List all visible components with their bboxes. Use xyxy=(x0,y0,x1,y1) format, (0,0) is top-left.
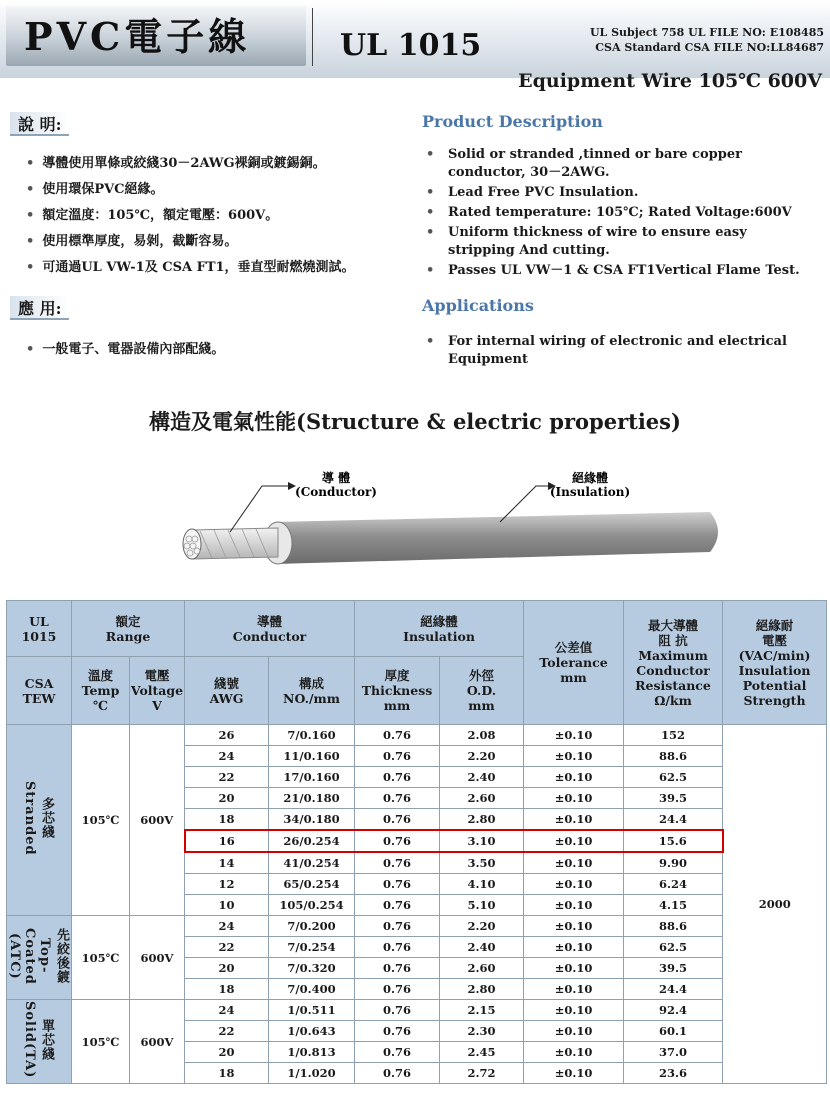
cell-od: 2.40 xyxy=(440,767,524,788)
cell-resistance: 92.4 xyxy=(624,1000,723,1021)
cell-construction: 1/1.020 xyxy=(269,1063,355,1084)
cell-tolerance: ±0.10 xyxy=(524,1063,624,1084)
conductor-end xyxy=(183,529,201,559)
cell-od: 2.30 xyxy=(440,1021,524,1042)
cell-tolerance: ±0.10 xyxy=(524,788,624,809)
table-header xyxy=(7,601,827,725)
product-title: PVC電子線 xyxy=(24,14,251,59)
cell-od: 2.08 xyxy=(440,725,524,746)
cell-awg: 18 xyxy=(185,809,269,831)
header-resistance: 最大導體 阻 抗 Maximum Conductor Resistance Ω/km xyxy=(624,601,723,725)
cell-awg: 22 xyxy=(185,1021,269,1042)
list-item: • 使用標準厚度，易剝，截斷容易。 xyxy=(26,230,237,249)
cell-construction: 34/0.180 xyxy=(269,809,355,831)
list-item: • Solid or stranded ,tinned or bare copper conductor, 30－2AWG. xyxy=(448,146,818,182)
cell-construction: 1/0.643 xyxy=(269,1021,355,1042)
cell-awg: 24 xyxy=(185,1000,269,1021)
cell-awg: 20 xyxy=(185,788,269,809)
cell-od: 2.20 xyxy=(440,916,524,937)
cell-thickness: 0.76 xyxy=(355,809,440,831)
list-item: • 可通過UL VW-1及 CSA FT1，垂直型耐燃燒測試。 xyxy=(26,256,355,275)
cell-resistance: 62.5 xyxy=(624,767,723,788)
cell-awg: 14 xyxy=(185,852,269,874)
rating-title: Equipment Wire 105℃ 600V xyxy=(518,70,822,92)
cell-od: 2.80 xyxy=(440,809,524,831)
cell-tolerance: ±0.10 xyxy=(524,830,624,852)
cell-tolerance: ±0.10 xyxy=(524,958,624,979)
csa-file-number: CSA Standard CSA FILE NO:LL84687 xyxy=(595,41,824,54)
list-item: • Uniform thickness of wire to ensure easy stripping And cutting. xyxy=(448,224,818,260)
list-item: • For internal wiring of electronic and electrical Equipment xyxy=(448,333,818,369)
group-voltage: 600V xyxy=(130,1000,185,1084)
cell-tolerance: ±0.10 xyxy=(524,852,624,874)
ul-file-number: UL Subject 758 UL FILE NO: E108485 xyxy=(589,26,824,39)
cell-construction: 21/0.180 xyxy=(269,788,355,809)
cell-tolerance: ±0.10 xyxy=(524,1021,624,1042)
cell-resistance: 152 xyxy=(624,725,723,746)
list-item: • 額定溫度：105℃，額定電壓：600V。 xyxy=(26,204,278,223)
cell-construction: 105/0.254 xyxy=(269,895,355,916)
cell-thickness: 0.76 xyxy=(355,767,440,788)
insulation-label-zh: 絕緣體 xyxy=(571,471,609,485)
conductor-strands xyxy=(192,528,278,559)
cell-od: 2.60 xyxy=(440,958,524,979)
header-range: 額定 Range xyxy=(72,601,185,657)
cell-resistance: 39.5 xyxy=(624,788,723,809)
cell-thickness: 0.76 xyxy=(355,895,440,916)
list-item: • Lead Free PVC Insulation. xyxy=(448,184,818,202)
cell-construction: 41/0.254 xyxy=(269,852,355,874)
cell-tolerance: ±0.10 xyxy=(524,895,624,916)
group-label xyxy=(7,725,72,916)
cell-thickness: 0.76 xyxy=(355,979,440,1000)
cell-thickness: 0.76 xyxy=(355,746,440,767)
list-item: • 使用環保PVC絕緣。 xyxy=(26,178,164,197)
cell-thickness: 0.76 xyxy=(355,874,440,895)
header-tolerance: 公差值 Tolerance mm xyxy=(524,601,624,725)
header-no: 構成 NO./mm xyxy=(269,657,355,725)
description-zh-heading: 說 明: xyxy=(10,112,69,136)
group-label xyxy=(7,1000,72,1084)
table-row xyxy=(7,1000,827,1021)
group-voltage: 600V xyxy=(130,916,185,1000)
cell-construction: 7/0.400 xyxy=(269,979,355,1000)
header-od: 外徑 O.D. mm xyxy=(440,657,524,725)
description-en-heading: Product Description xyxy=(422,112,603,131)
cell-tolerance: ±0.10 xyxy=(524,809,624,831)
cell-thickness: 0.76 xyxy=(355,725,440,746)
structure-title: 構造及電氣性能(Structure & electric properties) xyxy=(149,409,681,434)
cell-construction: 11/0.160 xyxy=(269,746,355,767)
conductor-label-en: (Conductor) xyxy=(295,485,377,499)
header-divider xyxy=(312,8,313,66)
cell-resistance: 23.6 xyxy=(624,1063,723,1084)
group-label-text: 先絞後鍍 Top-Coated (ATC) xyxy=(7,927,69,985)
header-csa: CSA TEW xyxy=(7,657,72,725)
cell-resistance: 62.5 xyxy=(624,937,723,958)
header-conductor: 導體 Conductor xyxy=(185,601,355,657)
application-zh-heading: 應 用: xyxy=(10,296,69,320)
cell-thickness: 0.76 xyxy=(355,916,440,937)
header-temp: 溫度 Temp ℃ xyxy=(72,657,130,725)
cell-awg: 12 xyxy=(185,874,269,895)
cell-resistance: 24.4 xyxy=(624,809,723,831)
cell-od: 4.10 xyxy=(440,874,524,895)
group-label-text: 多芯綫 Stranded xyxy=(22,781,54,856)
cell-awg: 18 xyxy=(185,1063,269,1084)
cell-construction: 1/0.511 xyxy=(269,1000,355,1021)
group-temp: 105℃ xyxy=(72,1000,130,1084)
cell-construction: 65/0.254 xyxy=(269,874,355,895)
cell-thickness: 0.76 xyxy=(355,1000,440,1021)
model-number: UL 1015 xyxy=(340,28,482,63)
cell-tolerance: ±0.10 xyxy=(524,767,624,788)
cell-awg: 18 xyxy=(185,979,269,1000)
cell-thickness: 0.76 xyxy=(355,830,440,852)
cell-resistance: 60.1 xyxy=(624,1021,723,1042)
cell-construction: 7/0.200 xyxy=(269,916,355,937)
cell-tolerance: ±0.10 xyxy=(524,874,624,895)
cell-od: 3.50 xyxy=(440,852,524,874)
header-awg: 綫號 AWG xyxy=(185,657,269,725)
list-item: • Passes UL VW－1 & CSA FT1Vertical Flame Test. xyxy=(448,262,818,280)
cell-thickness: 0.76 xyxy=(355,1042,440,1063)
cell-construction: 1/0.813 xyxy=(269,1042,355,1063)
header-potential: 絕緣耐 電壓 (VAC/min) Insulation Potential Strength xyxy=(723,601,827,725)
list-item: • 導體使用單條或絞綫30－2AWG裸銅或鍍錫銅。 xyxy=(26,152,326,171)
cell-tolerance: ±0.10 xyxy=(524,979,624,1000)
header-thickness: 厚度 Thickness mm xyxy=(355,657,440,725)
cell-od: 2.15 xyxy=(440,1000,524,1021)
cell-tolerance: ±0.10 xyxy=(524,725,624,746)
cell-thickness: 0.76 xyxy=(355,1021,440,1042)
cell-construction: 7/0.320 xyxy=(269,958,355,979)
cell-od: 2.80 xyxy=(440,979,524,1000)
cell-resistance: 9.90 xyxy=(624,852,723,874)
cell-tolerance: ±0.10 xyxy=(524,1000,624,1021)
cell-resistance: 39.5 xyxy=(624,958,723,979)
cell-resistance: 88.6 xyxy=(624,746,723,767)
cell-resistance: 37.0 xyxy=(624,1042,723,1063)
cell-awg: 20 xyxy=(185,958,269,979)
cell-awg: 10 xyxy=(185,895,269,916)
cell-thickness: 0.76 xyxy=(355,958,440,979)
list-item: • Rated temperature: 105℃; Rated Voltage:600V xyxy=(448,204,818,222)
group-label-text: 單芯綫 Solid(TA) xyxy=(22,1001,54,1079)
cell-thickness: 0.76 xyxy=(355,788,440,809)
cell-resistance: 24.4 xyxy=(624,979,723,1000)
cell-resistance: 88.6 xyxy=(624,916,723,937)
cell-awg: 26 xyxy=(185,725,269,746)
cell-od: 5.10 xyxy=(440,895,524,916)
cell-tolerance: ±0.10 xyxy=(524,1042,624,1063)
cell-awg: 24 xyxy=(185,916,269,937)
list-item: • 一般電子、電器設備內部配綫。 xyxy=(26,338,224,357)
cell-thickness: 0.76 xyxy=(355,852,440,874)
cell-construction: 7/0.160 xyxy=(269,725,355,746)
table-row xyxy=(7,725,827,746)
cell-thickness: 0.76 xyxy=(355,937,440,958)
cell-tolerance: ±0.10 xyxy=(524,746,624,767)
cell-awg: 22 xyxy=(185,767,269,788)
cell-od: 2.60 xyxy=(440,788,524,809)
cell-tolerance: ±0.10 xyxy=(524,937,624,958)
header-insulation: 絕緣體 Insulation xyxy=(355,601,524,657)
cell-od: 2.20 xyxy=(440,746,524,767)
insulation-jacket xyxy=(275,512,718,564)
cell-od: 3.10 xyxy=(440,830,524,852)
group-temp: 105℃ xyxy=(72,916,130,1000)
group-voltage: 600V xyxy=(130,725,185,916)
cell-od: 2.72 xyxy=(440,1063,524,1084)
table-body xyxy=(7,725,827,1084)
group-label xyxy=(7,916,72,1000)
cell-awg: 22 xyxy=(185,937,269,958)
spec-table xyxy=(6,600,827,1084)
cell-construction: 17/0.160 xyxy=(269,767,355,788)
cell-tolerance: ±0.10 xyxy=(524,916,624,937)
cell-od: 2.40 xyxy=(440,937,524,958)
table-row xyxy=(7,916,827,937)
cell-od: 2.45 xyxy=(440,1042,524,1063)
conductor-label-zh: 導 體 xyxy=(321,471,351,485)
cell-construction: 7/0.254 xyxy=(269,937,355,958)
header-voltage: 電壓 Voltage V xyxy=(130,657,185,725)
cell-resistance: 6.24 xyxy=(624,874,723,895)
cell-resistance: 15.6 xyxy=(624,830,723,852)
cell-awg: 16 xyxy=(185,830,269,852)
cell-thickness: 0.76 xyxy=(355,1063,440,1084)
wire-cable-illustration xyxy=(170,460,740,590)
cell-construction: 26/0.254 xyxy=(269,830,355,852)
cell-awg: 24 xyxy=(185,746,269,767)
header-ul: UL 1015 xyxy=(7,601,72,657)
group-temp: 105℃ xyxy=(72,725,130,916)
application-en-heading: Applications xyxy=(422,296,534,315)
cell-potential: 2000 xyxy=(723,725,827,1084)
cell-resistance: 4.15 xyxy=(624,895,723,916)
cell-awg: 20 xyxy=(185,1042,269,1063)
insulation-label-en: (Insulation) xyxy=(549,485,631,499)
